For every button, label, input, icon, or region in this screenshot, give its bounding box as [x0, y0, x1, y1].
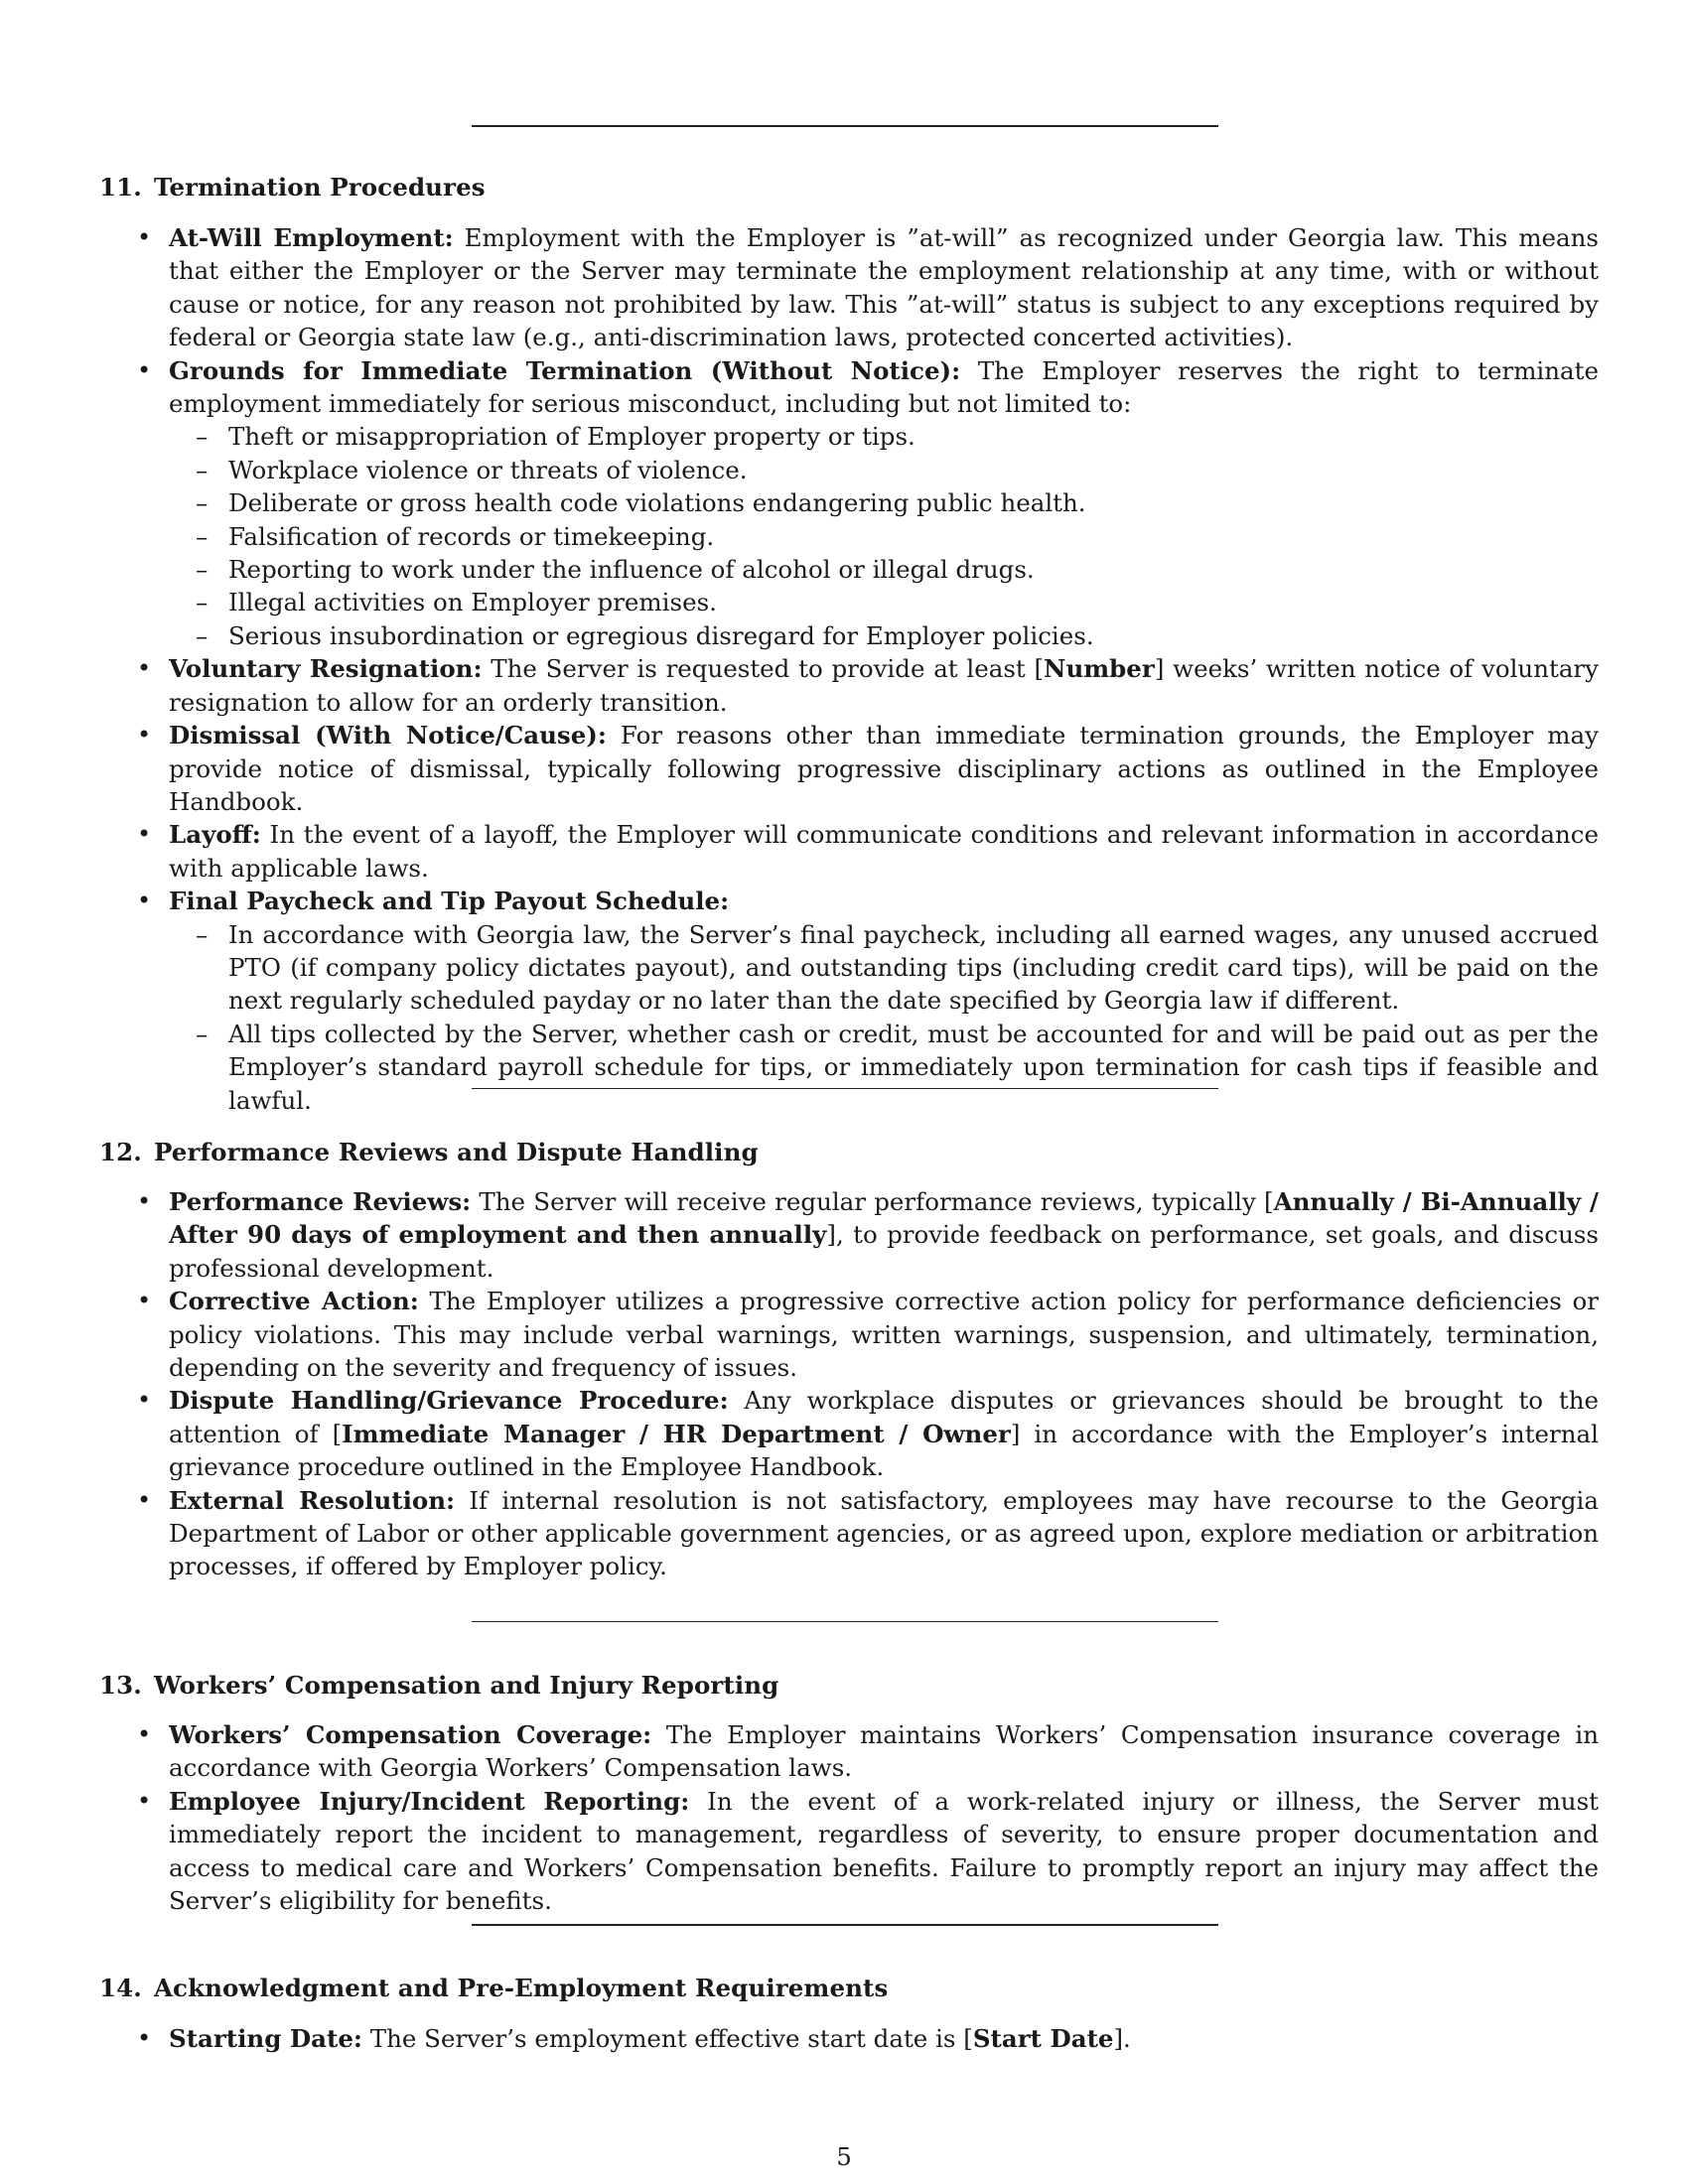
item-text: The Server will receive regular performance reviews, typically [	[471, 1187, 1274, 1216]
section-title: Termination Procedures	[153, 173, 486, 202]
item-lead: Final Paycheck and Tip Payout Schedule:	[169, 887, 730, 916]
item-lead: External Resolution:	[169, 1485, 456, 1515]
section-divider	[472, 1924, 1218, 1926]
item-text: ].	[1113, 2024, 1131, 2053]
section-divider	[472, 1088, 1218, 1089]
item-text: ] in accordance with the Employer’s internal grievance procedure outlined in the Employee Handbook.	[169, 1419, 1599, 1482]
page-number: 5	[836, 2142, 852, 2171]
list-item	[99, 1785, 1599, 1918]
placeholder-field: Number	[1044, 654, 1155, 684]
list-item	[99, 719, 1599, 818]
item-lead: Grounds for Immediate Termination (Without Notice):	[169, 355, 961, 385]
item-text: In the event of a work-related injury or illness, the Server must immediately report the incident to management, regardless of severity, to ensure proper documentation and access to medical care and Workers’ Compensation benefits. Failure to promptly report an injury may affect the Server’s eligibility for benefits.	[169, 1786, 1599, 1916]
section-number: 13.	[99, 1671, 142, 1700]
section-14-list	[99, 2022, 1599, 2055]
section-11-list	[99, 221, 1599, 1117]
sub-list-item: – Falsification of records or timekeeping.	[169, 520, 1599, 553]
section-title: Performance Reviews and Dispute Handling	[153, 1138, 759, 1166]
list-item	[99, 221, 1599, 354]
item-text: Any workplace disputes or grievances should be brought to the attention of [	[169, 1386, 1599, 1448]
placeholder-field: Start Date	[972, 2024, 1114, 2053]
section-13-list	[99, 1718, 1599, 1917]
section-divider	[472, 1621, 1218, 1622]
list-item	[99, 1185, 1599, 1285]
list-item	[99, 818, 1599, 885]
list-item	[99, 652, 1599, 719]
list-item	[99, 354, 1599, 653]
sub-list-item: – In accordance with Georgia law, the Server’s final paycheck, including all earned wages, any unused accrued PTO (if company policy dictates payout), and outstanding tips (including credit card tips), will be paid on the next regularly scheduled payday or no later than the date specified by Georgia law if different.	[169, 918, 1599, 1018]
sub-list-item: – Illegal activities on Employer premises.	[169, 586, 1599, 618]
list-item	[99, 1285, 1599, 1384]
list-item	[99, 2022, 1599, 2055]
item-text: The Employer utilizes a progressive corrective action policy for performance deficiencies or policy violations. This may include verbal warnings, written warnings, suspension, and ultimately, termination, depending on the severity and frequency of issues.	[169, 1287, 1599, 1383]
item-lead: Corrective Action:	[169, 1287, 419, 1316]
section-number: 12.	[99, 1138, 142, 1166]
sub-list	[169, 420, 1599, 652]
sub-list-item: – Reporting to work under the influence of alcohol or illegal drugs.	[169, 553, 1599, 586]
section-11-heading	[99, 173, 486, 202]
item-lead: Dispute Handling/Grievance Procedure:	[169, 1386, 729, 1416]
sub-list-item: – Deliberate or gross health code violations endangering public health.	[169, 486, 1599, 519]
section-title: Acknowledgment and Pre-Employment Requirements	[153, 1974, 889, 2002]
section-number: 14.	[99, 1974, 142, 2002]
sub-list-item: – Workplace violence or threats of violence.	[169, 454, 1599, 486]
list-item	[99, 885, 1599, 1117]
item-text: The Employer reserves the right to terminate employment immediately for serious misconduct, including but not limited to:	[169, 355, 1599, 419]
section-12-list	[99, 1185, 1599, 1583]
item-lead: Layoff:	[169, 820, 261, 850]
list-item	[99, 1384, 1599, 1483]
item-text: The Employer maintains Workers’ Compensation insurance coverage in accordance with Georgia Workers’ Compensation laws.	[169, 1720, 1599, 1783]
sub-list-item: – All tips collected by the Server, whether cash or credit, must be accounted for and will be paid out as per the Employer’s standard payroll schedule for tips, or immediately upon termination for cash tips if feasible and lawful.	[169, 1018, 1599, 1117]
item-lead: Performance Reviews:	[169, 1187, 472, 1216]
placeholder-field: Annually / Bi-Annually / After 90 days of employment and then annually	[169, 1187, 1599, 1250]
section-13-heading	[99, 1671, 778, 1700]
list-item	[99, 1484, 1599, 1583]
section-divider	[472, 125, 1218, 127]
placeholder-field: Immediate Manager / HR Department / Owner	[342, 1419, 1011, 1448]
section-number: 11.	[99, 173, 142, 202]
item-lead: Starting Date:	[169, 2024, 362, 2053]
sub-list-item: – Theft or misappropriation of Employer property or tips.	[169, 420, 1599, 453]
section-14-heading	[99, 1974, 888, 2002]
sub-list-item: – Serious insubordination or egregious disregard for Employer policies.	[169, 619, 1599, 652]
item-lead: Voluntary Resignation:	[169, 654, 483, 684]
item-text: ], to provide feedback on performance, set goals, and discuss professional development.	[169, 1220, 1599, 1283]
item-lead: Employee Injury/Incident Reporting:	[169, 1786, 690, 1816]
section-title: Workers’ Compensation and Injury Reporting	[153, 1671, 779, 1700]
sub-list	[169, 918, 1599, 1117]
item-text: The Server is requested to provide at least [	[482, 654, 1045, 684]
item-text: Employment with the Employer is ”at-will” as recognized under Georgia law. This means that either the Employer or the Server may terminate the employment relationship at any time, with or without cause or notice, for any reason not prohibited by law. This ”at-will” status is subject to any exceptions required by federal or Georgia state law (e.g., anti-discrimination laws, protected concerted activities).	[169, 223, 1600, 352]
section-12-heading	[99, 1138, 759, 1166]
item-text: If internal resolution is not satisfactory, employees may have recourse to the Georgia Department of Labor or other applicable government agencies, or as agreed upon, explore mediation or arbitration processes, if offered by Employer policy.	[169, 1485, 1599, 1581]
item-text: For reasons other than immediate termination grounds, the Employer may provide notice of dismissal, typically following progressive disciplinary actions as outlined in the Employee Handbook.	[169, 721, 1599, 816]
item-lead: Dismissal (With Notice/Cause):	[169, 721, 607, 751]
item-text: ] weeks’ written notice of voluntary resignation to allow for an orderly transition.	[169, 654, 1599, 717]
item-text: In the event of a layoff, the Employer will communicate conditions and relevant information in accordance with applicable laws.	[169, 820, 1599, 883]
item-lead: Workers’ Compensation Coverage:	[169, 1720, 652, 1749]
item-text: The Server’s employment effective start date is [	[361, 2024, 973, 2053]
item-lead: At-Will Employment:	[169, 223, 454, 252]
list-item	[99, 1718, 1599, 1785]
